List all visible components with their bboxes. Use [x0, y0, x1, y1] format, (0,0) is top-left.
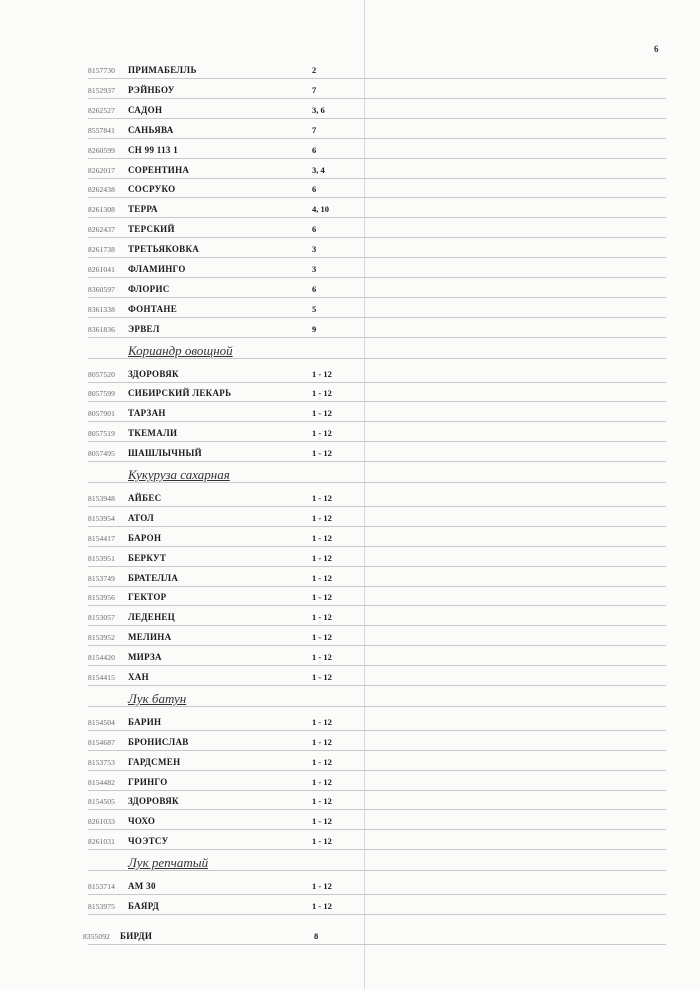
variety-value: 3 [312, 244, 317, 255]
variety-code: 8157730 [88, 66, 115, 75]
variety-code: 8154687 [88, 737, 115, 747]
row-rule [88, 849, 666, 850]
variety-value: 1 - 12 [312, 428, 332, 439]
row-rule [88, 421, 666, 422]
row-rule [88, 546, 666, 547]
variety-name: БЕРКУТ [128, 552, 167, 563]
variety-name: ПРИМАБЕЛЛЬ [128, 65, 197, 75]
variety-name: МЕЛИНА [128, 632, 172, 643]
row-rule [88, 337, 666, 338]
row-rule [88, 914, 666, 915]
variety-value: 1 - 12 [312, 796, 332, 807]
variety-name: БАЯРД [128, 900, 160, 911]
row-rule [88, 526, 666, 527]
variety-value: 1 - 12 [312, 652, 332, 663]
row-rule [88, 98, 666, 99]
variety-value: 1 - 12 [312, 881, 332, 891]
row-rule [88, 158, 666, 159]
variety-code: 8153952 [88, 633, 115, 643]
row-rule [88, 586, 666, 587]
variety-code: 8262438 [88, 185, 115, 195]
variety-value: 1 - 12 [312, 900, 332, 911]
variety-value: 1 - 12 [312, 612, 332, 623]
row-rule [88, 178, 666, 179]
variety-name: ХАН [128, 672, 149, 682]
variety-code: 8153951 [88, 553, 115, 563]
section-title: Лук репчатый [128, 855, 209, 871]
variety-value: 6 [312, 144, 317, 155]
variety-name: ТЕРСКИЙ [128, 224, 175, 235]
variety-value: 3, 6 [312, 104, 325, 115]
row-rule [88, 297, 666, 298]
variety-value: 2 [312, 65, 317, 75]
row-rule [88, 894, 666, 895]
variety-value: 1 - 12 [312, 816, 332, 827]
section-title: Лук батун [128, 690, 187, 706]
variety-value: 1 - 12 [312, 592, 332, 603]
variety-code: 8153954 [88, 513, 115, 523]
variety-name: СОСРУКО [128, 184, 176, 195]
variety-value: 1 - 12 [312, 552, 332, 563]
row-rule [88, 138, 666, 139]
variety-code: 8154415 [88, 673, 115, 682]
variety-name: МИРЗА [128, 652, 162, 663]
variety-value: 6 [312, 224, 317, 235]
row-rule [88, 78, 666, 79]
row-rule [88, 217, 666, 218]
row-rule [88, 790, 666, 791]
variety-name: АМ 30 [128, 881, 156, 891]
variety-value: 1 - 12 [312, 532, 332, 543]
variety-name: АЙБЕС [128, 492, 162, 503]
row-rule [88, 441, 666, 442]
variety-code: 8154420 [88, 653, 115, 663]
variety-code: 8262437 [88, 225, 115, 235]
variety-value: 1 - 12 [312, 756, 332, 767]
row-rule [88, 625, 666, 626]
variety-value: 3, 4 [312, 164, 325, 175]
variety-code: 8261041 [88, 265, 115, 274]
variety-name: БРАТЕЛЛА [128, 572, 179, 583]
variety-name: ФЛАМИНГО [128, 264, 186, 274]
row-rule [88, 685, 666, 686]
variety-value: 1 - 12 [312, 736, 332, 747]
variety-value: 5 [312, 303, 317, 314]
variety-code: 8261031 [88, 837, 115, 847]
variety-name: САДОН [128, 104, 163, 115]
variety-name: СН 99 113 1 [128, 144, 179, 155]
row-rule [88, 277, 666, 278]
variety-value: 1 - 12 [312, 672, 332, 682]
row-rule [88, 482, 666, 483]
variety-name: ГЕКТОР [128, 592, 167, 603]
row-rule [88, 317, 666, 318]
variety-code: 8262017 [88, 165, 115, 175]
row-rule [88, 257, 666, 258]
variety-code: 8057901 [88, 409, 115, 419]
variety-code: 8154504 [88, 717, 115, 727]
row-rule [88, 730, 666, 731]
row-rule [88, 645, 666, 646]
variety-code: 8153948 [88, 493, 115, 503]
variety-value: 3 [312, 264, 317, 274]
variety-value: 7 [312, 124, 317, 135]
variety-name: ТАРЗАН [128, 408, 166, 419]
row-rule [88, 665, 666, 666]
variety-code: 8057520 [88, 369, 115, 379]
variety-name: ШАШЛЫЧНЫЙ [128, 448, 202, 459]
variety-name: АТОЛ [128, 512, 155, 523]
variety-value: 1 - 12 [312, 368, 332, 379]
variety-name: СОРЕНТИНА [128, 164, 190, 175]
variety-name: ЭРВЕЛ [128, 323, 160, 334]
row-rule [88, 605, 666, 606]
variety-value: 1 - 12 [312, 492, 332, 503]
variety-name: САНЬЯВА [128, 124, 174, 135]
variety-code: 8153975 [88, 901, 115, 911]
row-rule [88, 750, 666, 751]
variety-value: 1 - 12 [312, 448, 332, 459]
variety-code: 8153749 [88, 573, 115, 583]
variety-value: 6 [312, 184, 317, 195]
page-number: 6 [654, 44, 659, 54]
row-rule [88, 237, 666, 238]
variety-value: 1 - 12 [312, 572, 332, 583]
variety-code: 8261308 [88, 205, 115, 215]
variety-name: ФОНТАНЕ [128, 303, 177, 314]
variety-code: 8057599 [88, 389, 115, 399]
variety-name: ФЛОРИС [128, 283, 170, 294]
variety-code: 8261738 [88, 245, 115, 255]
variety-name: ЧОЭТСУ [128, 836, 169, 847]
variety-code: 8154482 [88, 777, 115, 787]
variety-name: ТКЕМАЛИ [128, 428, 178, 439]
row-rule [88, 809, 666, 810]
variety-name: РЭЙНБОУ [128, 84, 175, 95]
variety-code: 8153753 [88, 757, 115, 767]
variety-name: ЗДОРОВЯК [128, 796, 179, 807]
row-rule [88, 870, 666, 871]
variety-value: 8 [314, 930, 319, 941]
variety-code: 8262527 [88, 105, 115, 115]
row-rule [88, 401, 666, 402]
variety-code: 8152937 [88, 85, 115, 95]
row-rule [88, 829, 666, 830]
variety-value: 1 - 12 [312, 776, 332, 787]
variety-code: 8557841 [88, 125, 115, 135]
row-rule [88, 461, 666, 462]
row-rule [88, 566, 666, 567]
row-rule [88, 118, 666, 119]
variety-name: БАРОН [128, 532, 162, 543]
variety-name: ТЕРРА [128, 204, 158, 215]
variety-value: 1 - 12 [312, 388, 332, 399]
section-title: Кукуруза сахарная [128, 467, 230, 482]
row-rule [88, 944, 666, 945]
row-rule [88, 358, 666, 359]
row-rule [88, 706, 666, 707]
variety-name: БАРИН [128, 716, 162, 727]
variety-code: 8154417 [88, 533, 115, 543]
variety-code: 8361836 [88, 324, 115, 334]
variety-code: 8057519 [88, 429, 115, 439]
variety-code: 8355092 [83, 931, 110, 941]
variety-code: 8261033 [88, 817, 115, 827]
variety-value: 1 - 12 [312, 716, 332, 727]
variety-value: 1 - 12 [312, 408, 332, 419]
variety-code: 8153057 [88, 613, 115, 623]
variety-value: 9 [312, 323, 317, 334]
variety-code: 8153714 [88, 882, 115, 891]
variety-name: БИРДИ [120, 930, 153, 941]
variety-value: 1 - 12 [312, 512, 332, 523]
variety-value: 7 [312, 84, 317, 95]
row-rule [88, 382, 666, 383]
variety-code: 8154505 [88, 797, 115, 807]
variety-value: 6 [312, 283, 317, 294]
variety-name: ГРИНГО [128, 776, 168, 787]
variety-name: ЛЕДЕНЕЦ [128, 612, 176, 623]
variety-value: 1 - 12 [312, 632, 332, 643]
page-fold-line [364, 0, 365, 989]
row-rule [88, 770, 666, 771]
variety-name: СИБИРСКИЙ ЛЕКАРЬ [128, 388, 232, 399]
variety-code: 8153956 [88, 593, 115, 603]
row-rule [88, 506, 666, 507]
row-rule [88, 197, 666, 198]
variety-name: ЧОХО [128, 816, 156, 827]
variety-name: БРОНИСЛАВ [128, 736, 189, 747]
variety-value: 1 - 12 [312, 836, 332, 847]
variety-code: 8360597 [88, 284, 115, 294]
variety-name: ГАРДСМЕН [128, 756, 181, 767]
variety-code: 8057495 [88, 449, 115, 459]
section-title: Кориандр овощной [128, 342, 233, 358]
variety-value: 4, 10 [312, 204, 329, 215]
variety-name: ТРЕТЬЯКОВКА [128, 244, 200, 255]
variety-code: 8361338 [88, 304, 115, 314]
variety-code: 8260599 [88, 145, 115, 155]
variety-name: ЗДОРОВЯК [128, 368, 179, 379]
